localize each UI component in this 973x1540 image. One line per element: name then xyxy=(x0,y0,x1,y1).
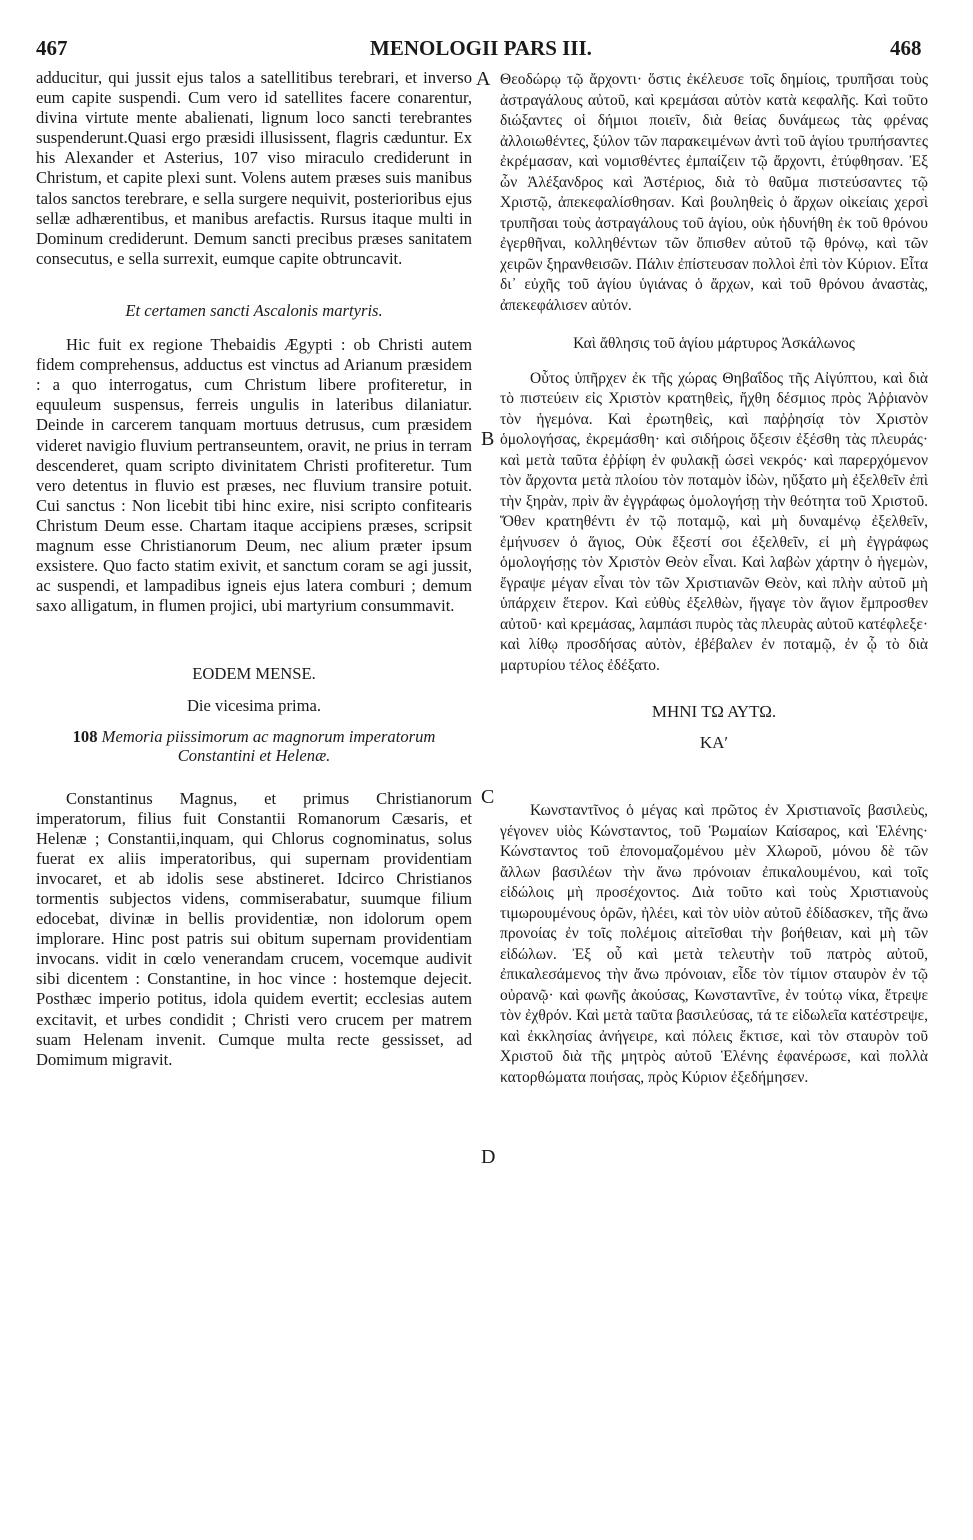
latin-paragraph-3: Constantinus Magnus, et primus Christianorum imperatorum, filius fuit Constantii Romanorum Cæsaris, et Helenæ ; Constantii,inquam, qui Chlorus cognominatus, solus fuerat ex aliis imperatoribus, qui supernam providentiam invocaret, et ab idolis sese abstineret. Idcirco Christianos tormentis subjectos videns, commiserabatur, suumque filium edocebat, divinæ in bellis providentiæ, non idolorum opem implorare. Hinc post patris sui obitum supernam providentiam invocans. vidit in cœlo venerandam crucem, vocemque audivit sibi dicentem : Constantine, in hoc vince : hostemque dejecit. Posthæc imperio potitus, idola quidem evertit; ecclesias autem excitavit, et urbes condidit ; Christi vero crucem per matrem suam Helenam invenit. Cumque multa recte gessisset, ad Domimum migravit. xyxy=(36,788,472,1069)
page-number-left: 467 xyxy=(36,36,68,60)
margin-letter-c: C xyxy=(481,786,495,808)
margin-letter-b: B xyxy=(481,428,495,450)
latin-heading-ascalon: Et certamen sancti Ascalonis martyris. xyxy=(125,300,383,320)
page-number-right: 468 xyxy=(890,36,922,60)
latin-paragraph-1: adducitur, qui jussit ejus talos a satellitibus terebrari, et inverso eum capite suspendi. Cum vero id satellites facere conarentur, divina virtute mente abalienati, lignum loco sancti terebrantes suspenderunt.Quasi ergo præsidi illusissent, flagris cæduntur. Ex his Alexander et Asterius, 107 viso miraculo crediderunt in Christum, et capite plexi sunt. Volens autem præses suis manibus talos sanctos terebrare, e sella surgere nequivit, posterioribus ejus sellæ adhærentibus, et manibus arefactis. Rursus itaque multi in Dominum crediderunt. Demum sancti precibus præses sanitatem consecutus, e sella surrexit, eumque capite obtruncavit. xyxy=(36,68,472,268)
margin-letter-d: D xyxy=(481,1146,496,1168)
greek-heading-month: ΜΗΝΙ ΤΩ ΑΥΤΩ. xyxy=(651,702,777,721)
greek-heading-day: ΚΑʹ xyxy=(699,732,729,752)
greek-paragraph-1: Θεοδώρῳ τῷ ἄρχοντι· ὅστις ἐκέλευσε τοῖς δημίοις, τρυπῆσαι τοὺς ἀστραγάλους αὐτοῦ, καὶ κρεμάσαι αὐτὸν κατὰ κεφαλῆς. Καὶ τοῦτο διώξαντες οἱ δήμιοι ποιεῖν, διὰ θείας δυνάμεως τὰς φρένας ἀλλοιωθέντες, ξύλον τῶν παρακειμένων ἀντὶ τοῦ ἁγίου τρυπήσαντες ἐκρέμασαν, καὶ νομισθέντες ἐμπαίζειν τῷ ἄρχοντι, ἐτύφθησαν. Ἐξ ὧν Ἀλέξανδρος καὶ Ἀστέριος, διὰ τὸ θαῦμα πιστεύσαντες τῷ Χριστῷ, ἀπεκεφαλίσθησαν. Καὶ βουληθεὶς ὁ ἄρχων οἰκείαις χερσὶ τρυπῆσαι τοὺς ἀστραγάλους τοῦ ἁγίου, οὐκ ἠδυνήθη ἐκ τοῦ θρόνου ἐγερθῆναι, κολληθέντων τῶν ὄπισθεν αὐτοῦ τῷ θρόνῳ, καὶ τῶν χειρῶν ξηρανθεισῶν. Πάλιν ἐπίστευσαν πολλοὶ ἐπὶ τὸν Κύριον. Εἶτα δι᾽ εὐχῆς τοῦ ἁγίου ὑγιάνας ὁ ἄρχων, καὶ τοῦ θρόνου ἀναστὰς, ἀπεκεφάλισεν αὐτόν. xyxy=(500,71,928,314)
greek-column xyxy=(500,70,928,1088)
margin-letter-a: A xyxy=(476,68,491,90)
latin-column xyxy=(36,68,472,1070)
latin-heading-memoria xyxy=(36,727,472,765)
latin-paragraph-2: Hic fuit ex regione Thebaidis Ægypti : ob Christi autem fidem comprehensus, adductus est vinctus ad Arianum præsidem : a quo interrogatus, cum Christum libere profiteretur, in equuleum suspensus, ferreis ungulis in lateribus dilaniatur. Deinde in carcerem tanquam mortuus detrusus, cum præsidem videret navigio fluvium pertranseuntem, oravit, ne prius in terram descenderet, quam scripto divinitatem Christi profiteretur. Tum vero detentus in fluvio est præses, nec fluvium transire potuit. Cui sanctus : Non licebit tibi hinc exire, nisi scripto confitearis Christum Deum esse. Chartam itaque accipiens præses, scripsit magnum esse Christianorum Deum, nec alium præter ipsum exsistere. Quo facto statim exivit, et sanctum coram se agi jussit, ac suspendi, et lampadibus igneis ejus latera comburi ; demum saxo alligatum, in flumen projici, ubi martyrium consummavit. xyxy=(36,335,472,616)
greek-paragraph-2: Οὗτος ὑπῆρχεν ἐκ τῆς χώρας Θηβαΐδος τῆς Αἰγύπτου, καὶ διὰ τὸ πιστεύειν εἰς Χριστὸν κρατηθεὶς, ἤχθη δέσμιος πρὸς Ἀῤῥιανὸν τὸν ἡγεμόνα. Καὶ ἐρωτηθεὶς, καὶ παῤῥησίᾳ τὸν Χριστὸν ὁμολογήσας, ἐκρεμάσθη· καὶ σιδήροις ὄξεσιν ἐξέσθη τὰς πλευράς· καὶ μετὰ ταῦτα ἐῤῥίφη ἐν φυλακῇ ὡσεὶ νεκρός· καὶ παρερχόμενον τὸν ἄρχοντα μετὰ πλοίου τὸν ποταμὸν ἰδὼν, ηὔξατο μὴ ἐξελθεῖν ἐπὶ τὴν ξηρὰν, πρὶν ἂν ἐγγράφως ὁμολογήσῃ τὴν θεότητα τοῦ Χριστοῦ. Ὅθεν κρατηθέντι ἐν τῷ ποταμῷ, καὶ μὴ δυναμένῳ ἐξελθεῖν, ἐμήνυσεν ὁ ἅγιος, Οὐκ ἔξεστί σοι ἐξελθεῖν, εἰ μὴ ἐγγράφως ὁμολογήσῃς τὸν Χριστὸν Θεὸν εἶναι. Καὶ λαβὼν χάρτην ὁ ἡγεμὼν, ἔγραψε μέγαν εἶναι τὸν τῶν Χριστιανῶν Θεὸν, καὶ πλὴν αὐτοῦ μὴ ὑπάρχειν ἕτερον. Καὶ εὐθὺς ἐξελθὼν, ἤγαγε τὸν ἅγιον ἔμπροσθεν αὐτοῦ· καὶ κρεμάσας, λαμπάσι πυρὸς τὰς πλευρὰς αὐτοῦ κατέφλεξε· καὶ λίθῳ προσδήσας αὐτὸν, ἐβέβαλεν ἐν ποταμῷ, ἐν ᾧ τὸ διὰ μαρτυρίου τέλος ἐδέξατο. xyxy=(500,369,928,674)
running-title: MENOLOGII PARS III. xyxy=(370,36,592,60)
latin-heading-memoria-text: Memoria piissimorum ac magnorum imperatorum Constantini et Helenæ. xyxy=(101,726,436,765)
latin-heading-month: EODEM MENSE. xyxy=(192,664,316,684)
greek-heading-ascalon: Καὶ ἄθλησις τοῦ ἁγίου μάρτυρος Ἀσκάλωνος xyxy=(573,335,855,352)
section-number-108: 108 xyxy=(72,726,98,746)
latin-heading-day: Die vicesima prima. xyxy=(186,696,322,716)
greek-paragraph-3: Κωνσταντῖνος ὁ μέγας καὶ πρῶτος ἐν Χριστιανοῖς βασιλεὺς, γέγονεν υἱὸς Κώνσταντος, τοῦ Ῥωμαίων Καίσαρος, καὶ Ἑλένης· Κώνσταντος τοῦ ἐπονομαζομένου μὲν Χλωροῦ, μόνου δὲ τῶν ἄλλων βασιλέων τὴν ἄνω πρόνοιαν ἐπικαλουμένου, καὶ τοῖς εἰδώλοις μὴ προσέχοντος. Διὰ τοῦτο καὶ τοὺς Χριστιανοὺς τιμωρουμένους ὁρῶν, ἠλέει, καὶ τὸν υἱὸν αὐτοῦ ἐδίδασκεν, τῆς ἄνω προνοίας ἐν τοῖς πολέμοις αἰτεῖσθαι τὴν βοήθειαν, καὶ μὴ τῶν εἰδώλων. Ἐξ οὗ καὶ μετὰ τελευτὴν τοῦ πατρὸς αὐτοῦ, ἐπικαλεσάμενος τὴν ἄνω πρόνοιαν, εἶδε τὸν τίμιον σταυρὸν ἐν τῷ οὐρανῷ· καὶ φωνῆς ἀκούσας, Κωνσταντῖνε, ἐν τούτῳ νίκα, ἔτρεψε τὸν ἐχθρόν. Καὶ μετὰ ταῦτα βασιλεύσας, τά τε εἰδωλεῖα κατέστρεψε, καὶ ἐκκλησίας ἀνήγειρε, καὶ πόλεις ἔκτισε, καὶ τὸν σταυρὸν τοῦ Χριστοῦ διὰ τῆς μητρὸς αὐτοῦ Ἑλένης ἐφανέρωσε, καὶ πολλὰ κατορθώματα ποιήσας, πρὸς Κύριον ἐξεδήμησεν. xyxy=(500,802,928,1086)
